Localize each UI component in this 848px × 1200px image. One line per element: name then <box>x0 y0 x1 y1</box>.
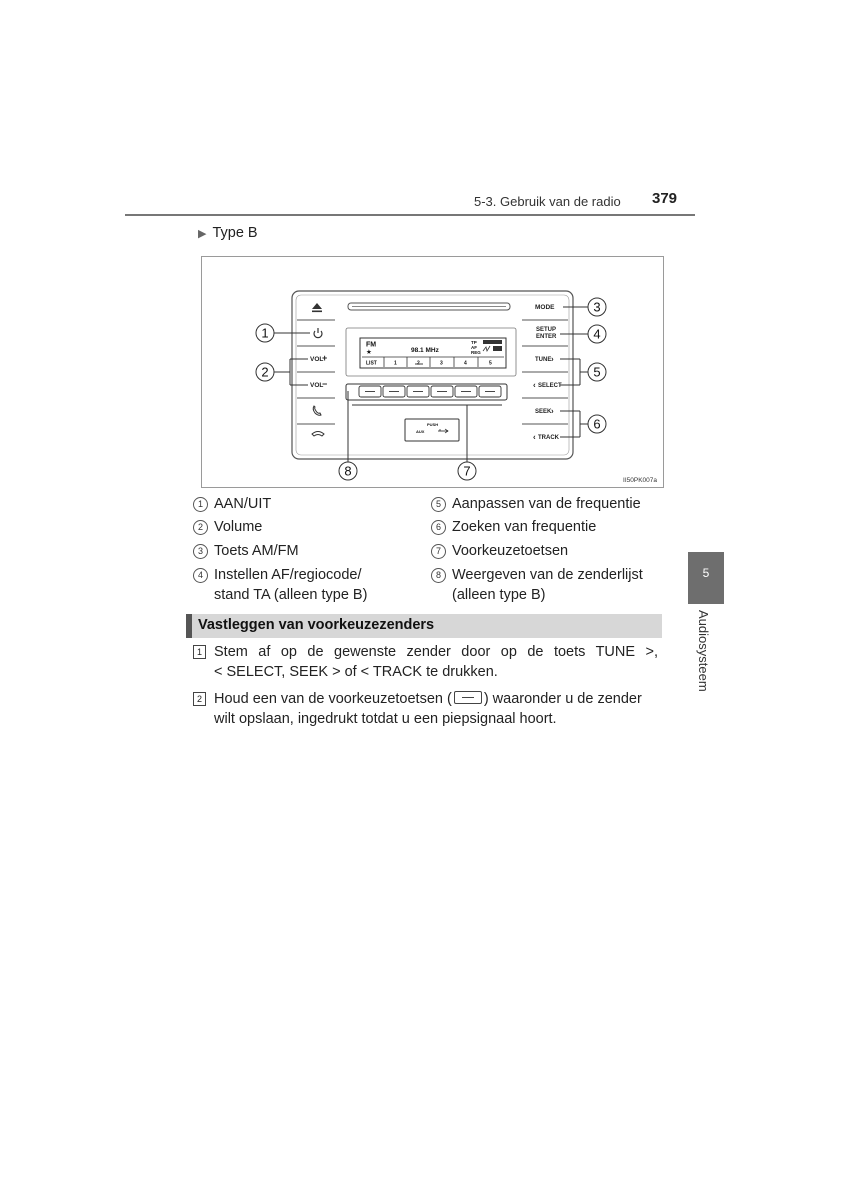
step-1-line-1: Stem af op de gewenste zender door op de toets TUNE >, <box>214 644 658 660</box>
setup-button[interactable]: SETUP <box>536 327 557 333</box>
header-rule <box>125 214 695 216</box>
callout-2-label: 2 <box>261 364 269 380</box>
af-indicator: AF <box>471 345 477 350</box>
legend-item-6 <box>431 517 596 537</box>
reg-indicator: REG <box>471 350 481 355</box>
legend-num: 5 <box>431 497 446 512</box>
step-2-text-a: Houd een van de voorkeuzetoetsen ( <box>214 691 452 707</box>
select-button[interactable]: SELECT <box>538 383 562 389</box>
type-heading-text: Type B <box>212 225 258 241</box>
legend-text: Voorkeuzetoetsen <box>452 543 569 559</box>
radio-figure <box>201 256 664 488</box>
tp-indicator: TP <box>471 340 477 345</box>
aux-usb-panel <box>405 419 459 441</box>
list-tab: LIST <box>366 360 377 367</box>
section-accent <box>186 614 192 638</box>
legend-num: 2 <box>193 520 208 535</box>
svg-text:‹: ‹ <box>533 432 536 442</box>
vol-up-button[interactable]: VOL <box>310 356 324 363</box>
legend-text: AAN/UIT <box>214 496 272 512</box>
legend-item-1 <box>193 494 271 514</box>
callout-3-label: 3 <box>593 299 601 315</box>
legend-item-7 <box>431 541 568 561</box>
preset-slot-3: 3 <box>440 360 443 367</box>
svg-text:›: › <box>551 354 554 364</box>
track-button[interactable]: TRACK <box>538 435 559 441</box>
band-label: FM <box>366 341 377 349</box>
legend-num: 7 <box>431 544 446 559</box>
step-1-line-2: < SELECT, SEEK > of < TRACK te drukken. <box>214 664 498 680</box>
legend-item-4 <box>193 565 367 605</box>
legend-num: 8 <box>431 568 446 583</box>
star-icon: ★ <box>366 349 372 356</box>
step-number-2: 2 <box>193 692 206 706</box>
legend-num: 3 <box>193 544 208 559</box>
callout-5-label: 5 <box>593 364 601 380</box>
callout-4-label: 4 <box>593 326 601 342</box>
svg-text:−: − <box>322 379 328 389</box>
chapter-label: Audiosysteem <box>696 610 711 692</box>
legend-text-continued: (alleen type B) <box>452 587 546 603</box>
step-2-line-2: wilt opslaan, ingedrukt totdat u een piepsignaal hoort. <box>214 711 557 727</box>
page-number: 379 <box>652 190 678 207</box>
seek-button[interactable]: SEEK <box>535 409 552 415</box>
preset-button-icon <box>454 691 482 704</box>
chapter-tab <box>688 552 724 604</box>
aux-label: AUX <box>416 429 425 434</box>
enter-button[interactable]: ENTER <box>536 334 557 340</box>
svg-text:›: › <box>551 406 554 416</box>
preset-slot-5: 5 <box>489 360 492 367</box>
mode-button[interactable]: MODE <box>535 304 555 311</box>
type-heading <box>198 225 258 241</box>
battery-icon <box>493 346 502 351</box>
svg-text:+: + <box>322 353 328 363</box>
legend-num: 4 <box>193 568 208 583</box>
legend-text: Instellen AF/regiocode/ <box>214 567 362 583</box>
callout-7-label: 7 <box>463 463 471 479</box>
legend-item-8 <box>431 565 643 605</box>
status-bar-icon <box>483 340 502 344</box>
section-heading-bar <box>186 614 662 638</box>
figure-id: II50PK007a <box>623 477 657 484</box>
section-title: Vastleggen van voorkeuzezenders <box>198 617 435 633</box>
callout-1-label: 1 <box>261 325 269 341</box>
vol-down-button[interactable]: VOL <box>310 382 324 389</box>
callout-6-label: 6 <box>593 416 601 432</box>
legend-num: 6 <box>431 520 446 535</box>
triangle-bullet-icon: ▶ <box>198 228 207 240</box>
step-number-1: 1 <box>193 645 206 659</box>
legend-item-3 <box>193 541 299 561</box>
svg-text:‹: ‹ <box>533 380 536 390</box>
legend-item-5 <box>431 494 641 514</box>
frequency-readout: 98.1 MHz <box>411 347 439 354</box>
chapter-number: 5 <box>702 566 710 580</box>
legend-text: Volume <box>214 519 263 535</box>
callout-8-label: 8 <box>344 463 352 479</box>
step-2-line-1 <box>214 689 658 709</box>
step-2-text-b: ) waaronder u de zender <box>483 691 642 707</box>
step-2 <box>214 689 658 729</box>
step-1 <box>214 642 658 682</box>
preset-slot-2: 2 <box>417 360 420 367</box>
legend-text-continued: stand TA (alleen type B) <box>214 587 368 603</box>
preset-slot-1: 1 <box>394 360 397 367</box>
legend-item-2 <box>193 517 262 537</box>
legend-text: Aanpassen van de frequentie <box>452 496 641 512</box>
legend-num: 1 <box>193 497 208 512</box>
legend-text: Toets AM/FM <box>214 543 299 559</box>
section-label: 5-3. Gebruik van de radio <box>474 194 621 209</box>
legend-text: Zoeken van frequentie <box>452 519 597 535</box>
tune-button[interactable]: TUNE <box>535 357 552 363</box>
legend-text: Weergeven van de zenderlijst <box>452 567 643 583</box>
preset-slot-4: 4 <box>464 360 467 367</box>
push-label: PUSH <box>427 422 439 427</box>
